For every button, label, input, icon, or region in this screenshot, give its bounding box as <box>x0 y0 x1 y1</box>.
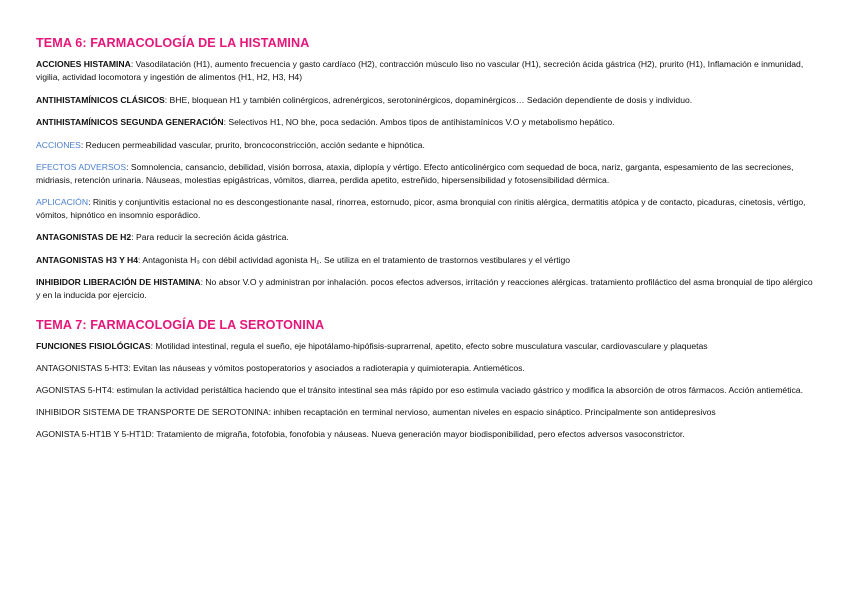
paragraph-agonistas-5ht4 <box>36 384 814 397</box>
label-antagonistas-5ht3: ANTAGONISTAS 5-HT3 <box>36 363 129 373</box>
text-antihistaminicos-segunda: : Selectivos H1, NO bhe, poca sedación. Ambos tipos de antihistamínicos V.O y metabolismo hepático. <box>223 117 615 127</box>
text-aplicacion: : Rinitis y conjuntivitis estacional no es descongestionante nasal, rinorrea, estornudo, picor, asma bronquial con rinitis alérgica, dermatitis atópica y de contacto, picaduras, cinetosis, vértigo, vómitos, hipnótico en insomnio esporádico. <box>36 197 806 220</box>
text-agonistas-5ht4: : estimulan la actividad peristáltica haciendo que el tránsito intestinal sea más rápido por eso estimula vaciado gástrico y modifica la absorción de otros fármacos. Acción antiemética. <box>111 385 803 395</box>
paragraph-acciones-histamina <box>36 58 814 84</box>
tema7-title: TEMA 7: FARMACOLOGÍA DE LA SEROTONINA <box>36 318 325 332</box>
paragraph-efectos-adversos <box>36 161 814 187</box>
paragraph-inhibidor-liberacion <box>36 276 814 302</box>
label-inhibidor-liberacion: INHIBIDOR LIBERACIÓN DE HISTAMINA <box>36 277 201 287</box>
text-inhibidor-liberacion: : No absor V.O y administran por inhalación. pocos efectos adversos, irritación y reacciones alérgicas. tratamiento profiláctico del asma bronquial de tipo alérgico y en la inducida por ejercicio. <box>36 277 813 300</box>
paragraph-acciones <box>36 139 814 152</box>
label-aplicacion: APLICACIÓN <box>36 197 89 207</box>
text-antagonistas-5ht3: : Evitan las náuseas y vómitos postoperatorios y asociados a radioterapia y quimioterapia. Antieméticos. <box>128 363 525 373</box>
label-efectos-adversos: EFECTOS ADVERSOS <box>36 162 127 172</box>
label-agonistas-5ht4: AGONISTAS 5-HT4 <box>36 385 112 395</box>
text-antagonistas-h2: : Para reducir la secreción ácida gástrica. <box>131 232 289 242</box>
label-acciones-histamina: ACCIONES HISTAMINA <box>36 59 131 69</box>
paragraph-antagonistas-5ht3 <box>36 362 814 375</box>
text-acciones-histamina: : Vasodilatación (H1), aumento frecuencia y gasto cardíaco (H2), contracción músculo liso no vascular (H1), secreción ácida gástrica (H2), prurito (H1), Inflamación e inmunidad, vigilia, actividad locomotora y ingestión de alimentos (H1, H2, H3, H4) <box>36 59 804 82</box>
paragraph-antihistaminicos-segunda <box>36 116 814 129</box>
label-inhibidor-sert: INHIBIDOR SISTEMA DE TRANSPORTE DE SEROTONINA <box>36 407 269 417</box>
text-inhibidor-sert: : inhiben recaptación en terminal nervioso, aumentan niveles en espacio sináptico. Principalmente son antidepresivos <box>268 407 716 417</box>
label-funciones-fisiologicas: FUNCIONES FISIOLÓGICAS <box>36 341 151 351</box>
label-antihistaminicos-clasicos: ANTIHISTAMÍNICOS CLÁSICOS <box>36 95 165 105</box>
text-agonista-5ht1b: : Tratamiento de migraña, fotofobia, fonofobia y náuseas. Nueva generación mayor biodisponibilidad, pero efectos adversos vasoconstrictor. <box>151 429 685 439</box>
label-acciones: ACCIONES <box>36 140 81 150</box>
label-antagonistas-h3h4: ANTAGONISTAS H3 Y H4 <box>36 255 139 265</box>
paragraph-funciones-fisiologicas <box>36 340 814 353</box>
text-antagonistas-h3h4: : Antagonista H₃ con débil actividad agonista H₁. Se utiliza en el tratamiento de trastornos vestibulares y el vértigo <box>138 255 571 265</box>
label-agonista-5ht1b: AGONISTA 5-HT1B Y 5-HT1D <box>36 429 152 439</box>
label-antagonistas-h2: ANTAGONISTAS DE H2 <box>36 232 132 242</box>
document-page <box>36 36 814 449</box>
text-antihistaminicos-clasicos: : BHE, bloquean H1 y también colinérgicos, adrenérgicos, serotoninérgicos, dopaminérgicos… Sedación dependiente de dosis y individuo. <box>164 95 693 105</box>
paragraph-antagonistas-h3h4 <box>36 254 814 267</box>
paragraph-agonista-5ht1b <box>36 428 814 441</box>
label-antihistaminicos-segunda: ANTIHISTAMÍNICOS SEGUNDA GENERACIÓN <box>36 117 224 127</box>
text-acciones: : Reducen permeabilidad vascular, prurito, broncoconstricción, acción sedante e hipnótica. <box>80 140 425 150</box>
tema6-title: TEMA 6: FARMACOLOGÍA DE LA HISTAMINA <box>36 36 310 50</box>
text-funciones-fisiologicas: : Motilidad intestinal, regula el sueño, eje hipotálamo-hipófisis-suprarrenal, apetito, efecto sobre musculatura vascular, cardiovasculare y plaquetas <box>150 341 708 351</box>
paragraph-antihistaminicos-clasicos <box>36 94 814 107</box>
paragraph-inhibidor-sert <box>36 406 814 419</box>
text-efectos-adversos: : Somnolencia, cansancio, debilidad, visión borrosa, ataxia, diplopía y vértigo. Efecto anticolinérgico com sequedad de boca, nariz, garganta, espesamiento de las secreciones, midriasis, retención urinaria. Náuseas, molestias epigástricas, vómitos, diarrea, perdida apetito, estreñido, hipersensibilidad y fotosensibilidad dérmica. <box>36 162 794 185</box>
paragraph-aplicacion <box>36 196 814 222</box>
paragraph-antagonistas-h2 <box>36 231 814 244</box>
